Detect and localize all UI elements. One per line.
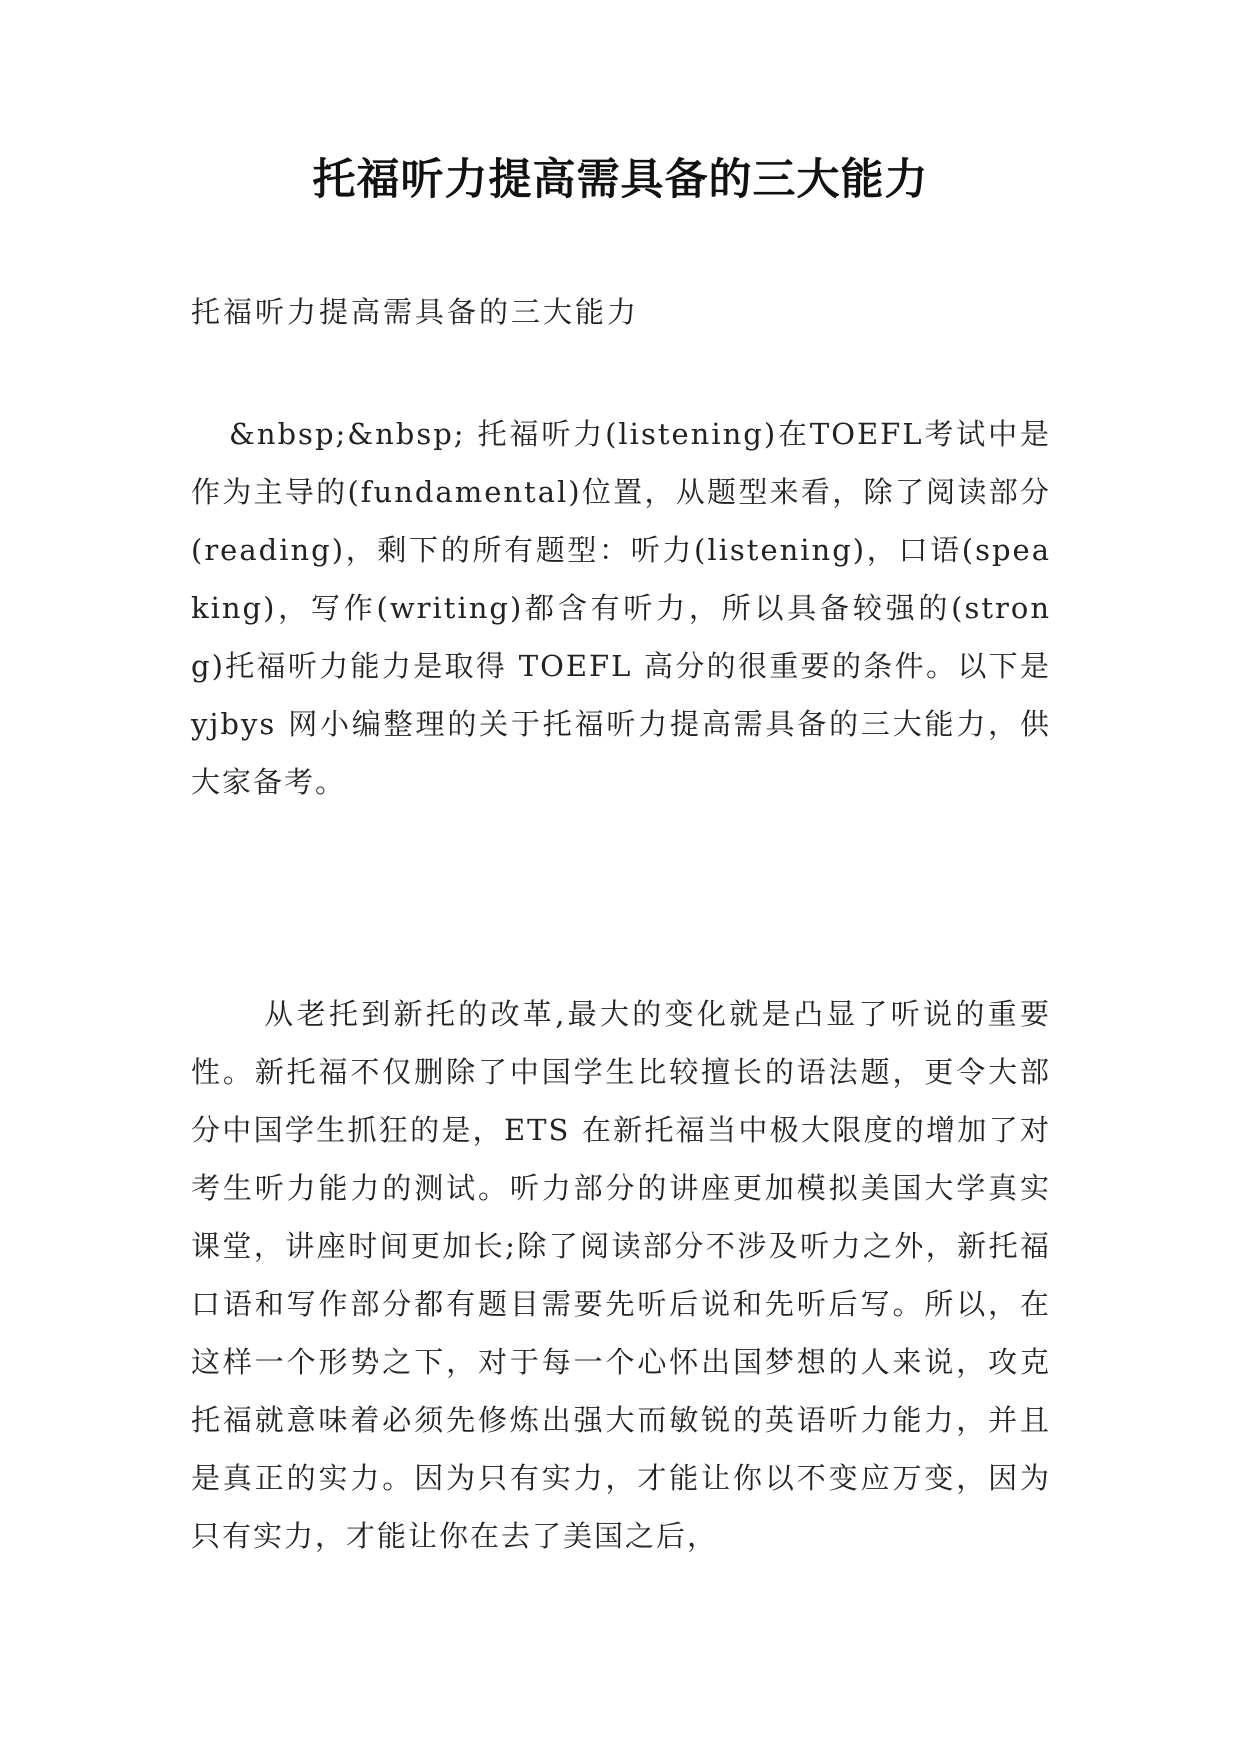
intro-paragraph-text: &nbsp;&nbsp; 托福听力(listening)在TOEFL考试中是作为主导的(fundamental)位置，从题型来看，除了阅读部分 (reading)，剩下的所有题型：听力(listening)，口语(speaking)，写作(writing)都含有听力，所以具备较强的(strong)托福听力能力是取得 TOEFL 高分的很重要的条件。以下是 yjbys 网小编整理的关于托福听力提高需具备的三大能力，供大家备考。: [191, 417, 1051, 799]
intro-paragraph: [191, 405, 1051, 811]
body-paragraph-text: 从老托到新托的改革,最大的变化就是凸显了听说的重要性。新托福不仅删除了中国学生比较擅长的语法题，更令大部分中国学生抓狂的是，ETS 在新托福当中极大限度的增加了对考生听力能力的测试。听力部分的讲座更加模拟美国大学真实课堂，讲座时间更加长;除了阅读部分不涉及听力之外，新托福口语和写作部分都有题目需要先听后说和先听后写。所以，在这样一个形势之下，对于每一个心怀出国梦想的人来说，攻克托福就意味着必须先修炼出强大而敏锐的英语听力能力，并且是真正的实力。因为只有实力，才能让你以不变应万变，因为只有实力，才能让你在去了美国之后，: [191, 997, 1051, 1553]
body-paragraph: [191, 985, 1051, 1565]
document-subtitle: 托福听力提高需具备的三大能力: [191, 295, 640, 329]
document-title: 托福听力提高需具备的三大能力: [312, 155, 929, 205]
